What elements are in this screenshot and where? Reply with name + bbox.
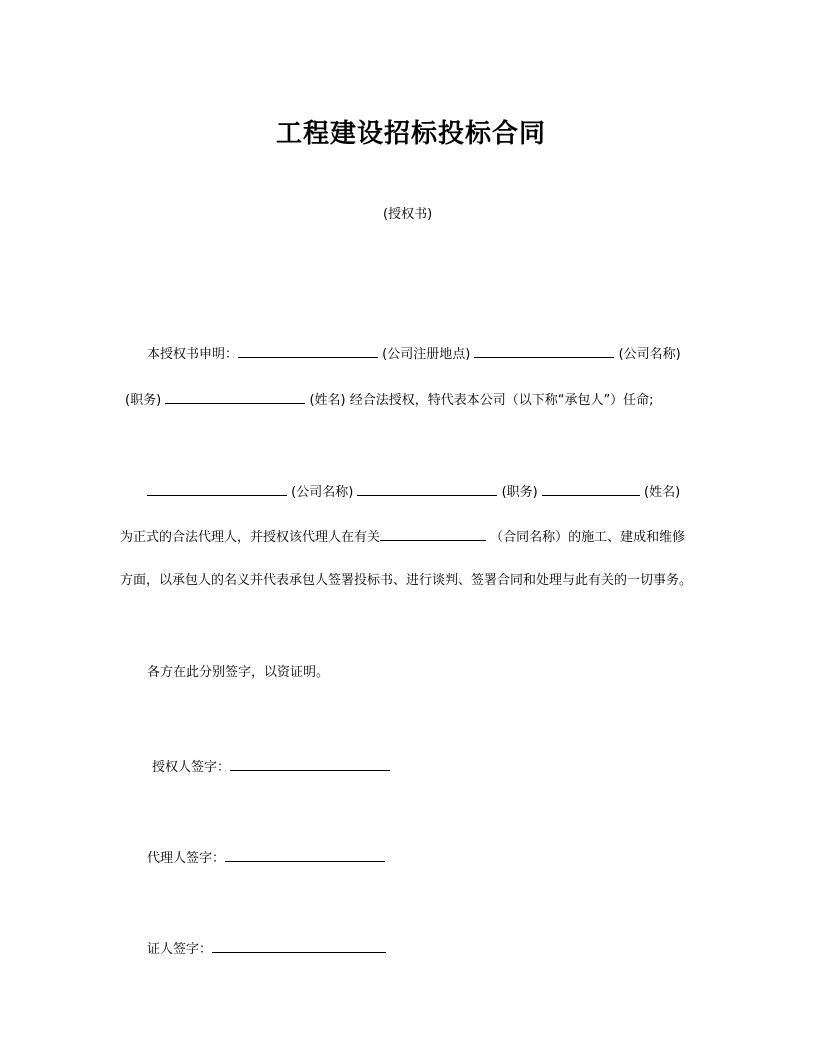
- name-authorization-text: (姓名) 经合法授权，特代表本公司（以下称“承包人”）任命;: [309, 393, 654, 408]
- grantor-name-blank[interactable]: [165, 390, 305, 404]
- declaration-intro: 本授权书申明：: [147, 347, 239, 362]
- grantor-signature-label: 授权人签字：: [152, 760, 231, 775]
- agent-position-label: (职务): [501, 485, 538, 500]
- company-name-blank[interactable]: [474, 344, 614, 358]
- agent-signature-line[interactable]: [225, 848, 385, 862]
- witness-signature-row: [147, 939, 386, 958]
- para1-line2: [125, 390, 654, 409]
- witness-signature-label: 证人签字：: [147, 942, 213, 957]
- grantor-signature-line[interactable]: [230, 757, 390, 771]
- para2-line2: [120, 527, 685, 546]
- document-subtitle: (授权书): [383, 207, 433, 222]
- company-address-label: (公司注册地点): [382, 347, 471, 362]
- agent-name-blank[interactable]: [542, 482, 640, 496]
- contract-scope-text: （合同名称）的施工、建成和维修: [490, 530, 686, 545]
- agent-name-label: (姓名): [644, 485, 681, 500]
- position-label: (职务): [125, 393, 162, 408]
- agent-signature-row: [147, 848, 385, 867]
- agent-company-blank[interactable]: [147, 482, 287, 496]
- witness-signature-line[interactable]: [212, 939, 386, 953]
- contract-name-blank[interactable]: [380, 527, 486, 541]
- company-address-blank[interactable]: [238, 344, 378, 358]
- agent-signature-label: 代理人签字：: [147, 851, 226, 866]
- closing-statement: 各方在此分别签字，以资证明。: [147, 665, 330, 680]
- para2-line3: 方面，以承包人的名义并代表承包人签署投标书、进行谈判、签署合同和处理与此有关的一切事务。: [120, 573, 693, 588]
- para2-line1: [147, 482, 680, 501]
- agent-company-label: (公司名称): [291, 485, 354, 500]
- agent-appointment-text: 为正式的合法代理人，并授权该代理人在有关: [120, 530, 381, 545]
- para1-line1: [147, 344, 681, 363]
- agent-position-blank[interactable]: [357, 482, 497, 496]
- company-name-label: (公司名称): [618, 347, 681, 362]
- document-title: 工程建设招标投标合同: [276, 119, 547, 149]
- grantor-signature-row: [152, 757, 390, 776]
